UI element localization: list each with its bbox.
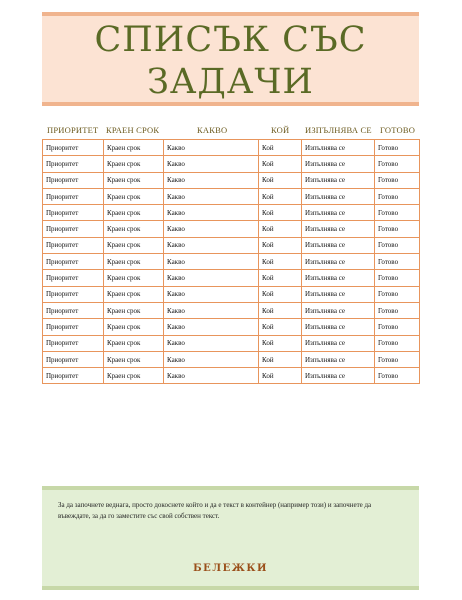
cell-what[interactable]: Какво	[164, 254, 259, 270]
cell-priority[interactable]: Приоритет	[43, 156, 104, 172]
table-row	[43, 351, 420, 367]
cell-in-progress[interactable]: Изпълнява се	[302, 319, 375, 335]
cell-who[interactable]: Кой	[259, 270, 302, 286]
cell-what[interactable]: Какво	[164, 368, 259, 384]
cell-what[interactable]: Какво	[164, 351, 259, 367]
cell-priority[interactable]: Приоритет	[43, 335, 104, 351]
cell-priority[interactable]: Приоритет	[43, 286, 104, 302]
cell-deadline[interactable]: Краен срок	[104, 368, 164, 384]
table-row	[43, 156, 420, 172]
cell-who[interactable]: Кой	[259, 286, 302, 302]
task-table-body	[43, 140, 420, 384]
table-row	[43, 205, 420, 221]
cell-deadline[interactable]: Краен срок	[104, 270, 164, 286]
cell-deadline[interactable]: Краен срок	[104, 140, 164, 156]
cell-in-progress[interactable]: Изпълнява се	[302, 302, 375, 318]
cell-done[interactable]: Готово	[375, 351, 420, 367]
cell-deadline[interactable]: Краен срок	[104, 188, 164, 204]
cell-priority[interactable]: Приоритет	[43, 302, 104, 318]
cell-done[interactable]: Готово	[375, 319, 420, 335]
cell-deadline[interactable]: Краен срок	[104, 286, 164, 302]
cell-deadline[interactable]: Краен срок	[104, 302, 164, 318]
cell-in-progress[interactable]: Изпълнява се	[302, 188, 375, 204]
cell-who[interactable]: Кой	[259, 319, 302, 335]
cell-what[interactable]: Какво	[164, 188, 259, 204]
table-row	[43, 335, 420, 351]
notes-bottom-rule	[42, 586, 419, 590]
notes-label: БЕЛЕЖКИ	[193, 563, 268, 574]
cell-deadline[interactable]: Краен срок	[104, 237, 164, 253]
cell-done[interactable]: Готово	[375, 140, 420, 156]
cell-what[interactable]: Какво	[164, 140, 259, 156]
task-table	[42, 139, 420, 384]
cell-done[interactable]: Готово	[375, 237, 420, 253]
cell-what[interactable]: Какво	[164, 221, 259, 237]
cell-in-progress[interactable]: Изпълнява се	[302, 351, 375, 367]
cell-priority[interactable]: Приоритет	[43, 205, 104, 221]
cell-priority[interactable]: Приоритет	[43, 368, 104, 384]
column-header-done: ГОТОВО	[380, 125, 416, 135]
page-title-line-1: СПИСЪК СЪС	[94, 20, 367, 60]
cell-done[interactable]: Готово	[375, 221, 420, 237]
cell-in-progress[interactable]: Изпълнява се	[302, 237, 375, 253]
table-row	[43, 172, 420, 188]
cell-deadline[interactable]: Краен срок	[104, 221, 164, 237]
cell-done[interactable]: Готово	[375, 270, 420, 286]
cell-deadline[interactable]: Краен срок	[104, 205, 164, 221]
cell-what[interactable]: Какво	[164, 302, 259, 318]
table-row	[43, 221, 420, 237]
cell-in-progress[interactable]: Изпълнява се	[302, 270, 375, 286]
cell-who[interactable]: Кой	[259, 172, 302, 188]
cell-deadline[interactable]: Краен срок	[104, 335, 164, 351]
cell-priority[interactable]: Приоритет	[43, 188, 104, 204]
column-header-who: КОЙ	[271, 125, 290, 135]
cell-what[interactable]: Какво	[164, 237, 259, 253]
cell-done[interactable]: Готово	[375, 172, 420, 188]
cell-who[interactable]: Кой	[259, 205, 302, 221]
cell-who[interactable]: Кой	[259, 335, 302, 351]
cell-deadline[interactable]: Краен срок	[104, 254, 164, 270]
cell-deadline[interactable]: Краен срок	[104, 156, 164, 172]
cell-deadline[interactable]: Краен срок	[104, 351, 164, 367]
cell-who[interactable]: Кой	[259, 221, 302, 237]
cell-in-progress[interactable]: Изпълнява се	[302, 221, 375, 237]
cell-priority[interactable]: Приоритет	[43, 351, 104, 367]
cell-in-progress[interactable]: Изпълнява се	[302, 335, 375, 351]
table-row	[43, 319, 420, 335]
cell-done[interactable]: Готово	[375, 335, 420, 351]
cell-what[interactable]: Какво	[164, 205, 259, 221]
cell-what[interactable]: Какво	[164, 286, 259, 302]
cell-what[interactable]: Какво	[164, 319, 259, 335]
cell-done[interactable]: Готово	[375, 254, 420, 270]
cell-in-progress[interactable]: Изпълнява се	[302, 368, 375, 384]
cell-priority[interactable]: Приоритет	[43, 237, 104, 253]
cell-done[interactable]: Готово	[375, 156, 420, 172]
cell-priority[interactable]: Приоритет	[43, 172, 104, 188]
cell-deadline[interactable]: Краен срок	[104, 172, 164, 188]
cell-who[interactable]: Кой	[259, 351, 302, 367]
notes-body-text[interactable]: За да започнете веднага, просто докоснете който и да е текст в контейнер (например този) и започнете да въвеждате, за да го заместите със свой собствен текст.	[58, 501, 372, 520]
cell-what[interactable]: Какво	[164, 156, 259, 172]
cell-in-progress[interactable]: Изпълнява се	[302, 172, 375, 188]
cell-priority[interactable]: Приоритет	[43, 221, 104, 237]
cell-in-progress[interactable]: Изпълнява се	[302, 254, 375, 270]
table-row	[43, 237, 420, 253]
table-row	[43, 302, 420, 318]
cell-priority[interactable]: Приоритет	[43, 270, 104, 286]
cell-in-progress[interactable]: Изпълнява се	[302, 205, 375, 221]
cell-priority[interactable]: Приоритет	[43, 319, 104, 335]
cell-done[interactable]: Готово	[375, 188, 420, 204]
cell-who[interactable]: Кой	[259, 237, 302, 253]
column-header-what: КАКВО	[197, 125, 228, 135]
cell-what[interactable]: Какво	[164, 270, 259, 286]
cell-who[interactable]: Кой	[259, 188, 302, 204]
cell-done[interactable]: Готово	[375, 368, 420, 384]
column-header-priority: ПРИОРИТЕТ	[47, 125, 99, 135]
cell-done[interactable]: Готово	[375, 205, 420, 221]
table-row	[43, 270, 420, 286]
column-header-deadline: КРАЕН СРОК	[106, 125, 160, 135]
column-header-in-progress: ИЗПЪЛНЯВА СЕ	[305, 125, 372, 135]
table-row	[43, 188, 420, 204]
cell-priority[interactable]: Приоритет	[43, 140, 104, 156]
table-row	[43, 254, 420, 270]
cell-done[interactable]: Готово	[375, 286, 420, 302]
table-row	[43, 368, 420, 384]
page-title[interactable]	[42, 19, 419, 103]
cell-deadline[interactable]: Краен срок	[104, 319, 164, 335]
cell-who[interactable]: Кой	[259, 368, 302, 384]
cell-in-progress[interactable]: Изпълнява се	[302, 156, 375, 172]
table-row	[43, 286, 420, 302]
cell-who[interactable]: Кой	[259, 140, 302, 156]
cell-who[interactable]: Кой	[259, 156, 302, 172]
cell-what[interactable]: Какво	[164, 172, 259, 188]
cell-who[interactable]: Кой	[259, 254, 302, 270]
cell-in-progress[interactable]: Изпълнява се	[302, 140, 375, 156]
page-title-line-2: ЗАДАЧИ	[147, 62, 314, 102]
cell-done[interactable]: Готово	[375, 302, 420, 318]
cell-what[interactable]: Какво	[164, 335, 259, 351]
cell-priority[interactable]: Приоритет	[43, 254, 104, 270]
cell-in-progress[interactable]: Изпълнява се	[302, 286, 375, 302]
table-row	[43, 140, 420, 156]
cell-who[interactable]: Кой	[259, 302, 302, 318]
